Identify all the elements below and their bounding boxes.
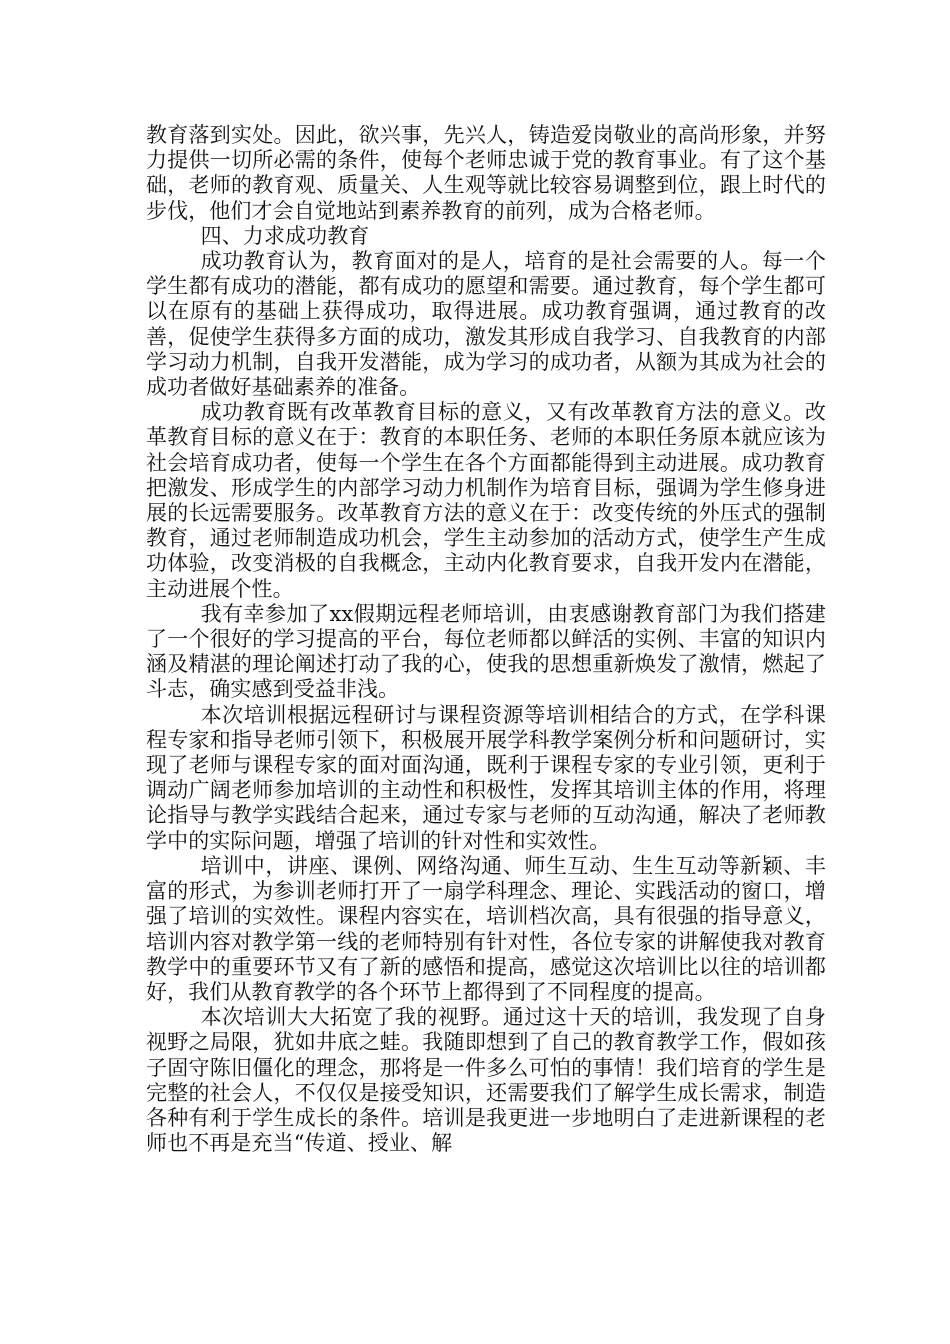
paragraph-training-method: 本次培训根据远程研讨与课程资源等培训相结合的方式，在学科课程专家和指导老师引领下，积极展开展学科教学案例分析和问题研讨，实现了老师与课程专家的面对面沟通，既利于课程专家的专业引领，更利于调动广阔老师参加培训的主动性和积极性，发挥其培训主体的作用，将理论指导与教学实践结合起来，通过专家与老师的互动沟通，解决了老师教学中的实际问题，增强了培训的针对性和实效性。 [146, 702, 826, 853]
document-page [146, 123, 826, 1156]
paragraph-broadened-view: 本次培训大大拓宽了我的视野。通过这十天的培训，我发现了自身视野之局限，犹如井底之蛙。我随即想到了自己的教育教学工作，假如孩子固守陈旧僵化的理念，那将是一件多么可怕的事情！我们培育的学生是完整的社会人，不仅仅是接受知识，还需要我们了解学生成长需求，制造各种有利于学生成长的条件。培训是我更进一步地明白了走进新课程的老师也不再是充当“传道、授业、解 [146, 1005, 826, 1156]
paragraph-training-gratitude: 我有幸参加了xx假期远程老师培训，由衷感谢教育部门为我们搭建了一个很好的学习提高的平台，每位老师都以鲜活的实例、丰富的知识内涵及精湛的理论阐述打动了我的心，使我的思想重新焕发了激情，燃起了斗志，确实感到受益非浅。 [146, 601, 826, 702]
paragraph-reform-meaning: 成功教育既有改革教育目标的意义，又有改革教育方法的意义。改革教育目标的意义在于：教育的本职任务、老师的本职任务原本就应该为社会培育成功者，使每一个学生在各个方面都能得到主动进展。成功教育把激发、形成学生的内部学习动力机制作为培育目标，强调为学生修身进展的长远需要服务。改革教育方法的意义在于：改变传统的外压式的强制教育，通过老师制造成功机会，学生主动参加的活动方式，使学生产生成功体验，改变消极的自我概念，主动内化教育要求，自我开发内在潜能，主动进展个性。 [146, 400, 826, 601]
paragraph-intro: 教育落到实处。因此，欲兴事，先兴人，铸造爱岗敬业的高尚形象，并努力提供一切所必需的条件，使每个老师忠诚于党的教育事业。有了这个基础，老师的教育观、质量关、人生观等就比较容易调整到位，跟上时代的步伐，他们才会自觉地站到素养教育的前列，成为合格老师。 [146, 123, 826, 223]
paragraph-training-forms: 培训中，讲座、课例、网络沟通、师生互动、生生互动等新颖、丰富的形式，为参训老师打开了一扇学科理念、理论、实践活动的窗口，增强了培训的实效性。课程内容实在，培训档次高，具有很强的指导意义，培训内容对教学第一线的老师特别有针对性，各位专家的讲解使我对教育教学中的重要环节又有了新的感悟和提高，感觉这次培训比以往的培训都好，我们从教育教学的各个环节上都得到了不同程度的提高。 [146, 853, 826, 1004]
section-heading: 四、力求成功教育 [200, 223, 370, 248]
paragraph-success-education: 成功教育认为，教育面对的是人，培育的是社会需要的人。每一个学生都有成功的潜能，都有成功的愿望和需要。通过教育，每个学生都可以在原有的基础上获得成功，取得进展。成功教育强调，通过教育的改善，促使学生获得多方面的成功，激发其形成自我学习、自我教育的内部学习动力机制，自我开发潜能，成为学习的成功者，从额为其成为社会的成功者做好基础素养的准备。 [146, 249, 826, 400]
